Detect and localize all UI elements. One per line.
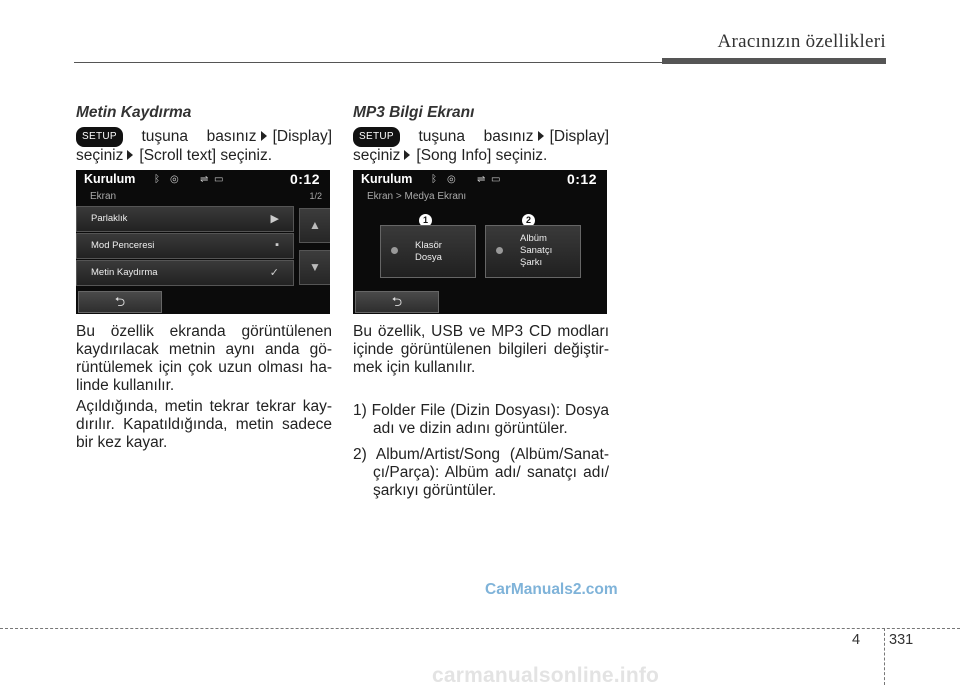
battery-icon: ▭ xyxy=(491,174,501,185)
arrow-right-icon xyxy=(404,150,410,160)
screen-page-indicator: 1/2 xyxy=(309,191,322,201)
footer-url: carmanualsonline.info xyxy=(432,664,660,687)
bluetooth-icon: ᛒ xyxy=(431,174,437,185)
arrow-right-icon xyxy=(127,150,133,160)
list-item: 2) Album/Artist/Song (Albüm/Sanat-çı/Parça): Albüm adı/ sanatçı adı/ şarkıyı görüntüler. xyxy=(353,446,609,499)
screen-title: Kurulum xyxy=(361,172,413,186)
instruction-mp3-info: SETUP tuşuna basınız [Display] seçiniz [Song Info] seçiniz. xyxy=(353,128,609,164)
screen-clock: 0:12 xyxy=(566,171,597,187)
watermark: CarManuals2.com xyxy=(485,581,618,598)
back-button[interactable]: ⮌ xyxy=(355,291,439,313)
screen-subtitle: Ekran xyxy=(90,191,117,202)
setup-key-badge: SETUP xyxy=(353,127,400,147)
play-right-icon: ▶ xyxy=(270,213,279,225)
battery-icon: ▭ xyxy=(214,174,224,185)
back-button[interactable]: ⮌ xyxy=(78,291,162,313)
menu-item-scroll-text[interactable]: Metin Kaydırma ✓ xyxy=(76,260,294,286)
option-album-artist-song[interactable]: Albüm Sanatçı Şarkı xyxy=(485,225,581,278)
bluetooth-icon: ᛒ xyxy=(154,174,160,185)
usb-icon: ⇌ xyxy=(477,174,486,185)
footer-dashed-rule xyxy=(0,628,960,629)
checkmark-icon: ✓ xyxy=(269,267,279,279)
mp3-info-list xyxy=(353,402,609,508)
menu-item-brightness[interactable]: Parlaklık ▶ xyxy=(76,206,294,232)
arrow-right-icon xyxy=(538,131,544,141)
option-folder-file[interactable]: Klasör Dosya xyxy=(380,225,476,278)
phone-icon: ◎ xyxy=(447,174,456,185)
setup-key-badge: SETUP xyxy=(76,127,123,147)
instruction-scroll-text: SETUP tuşuna basınız [Display] seçiniz [Scroll text] seçiniz. xyxy=(76,128,332,164)
callout-number-1: 1 xyxy=(419,214,432,227)
paragraph-mp3-info: Bu özellik, USB ve MP3 CD modları içinde görüntülenen bilgileri değiştir-mek için kullanılır. xyxy=(353,323,609,376)
radio-icon xyxy=(391,247,398,254)
arrow-right-icon xyxy=(261,131,267,141)
section-title-mp3-info: MP3 Bilgi Ekranı xyxy=(353,104,475,121)
header-rule-thick xyxy=(662,58,886,64)
screen-display-setup xyxy=(76,170,330,314)
scroll-down-button[interactable]: ▼ xyxy=(299,250,330,285)
usb-icon: ⇌ xyxy=(200,174,209,185)
scroll-up-button[interactable]: ▲ xyxy=(299,208,330,243)
screen-title: Kurulum xyxy=(84,172,136,186)
footer-dashed-divider xyxy=(884,628,885,685)
section-title-scroll-text: Metin Kaydırma xyxy=(76,104,192,121)
page-number: 331 xyxy=(889,632,914,648)
screen-clock: 0:12 xyxy=(289,171,320,187)
phone-icon: ◎ xyxy=(170,174,179,185)
list-item: 1) Folder File (Dizin Dosyası): Dosya adı ve dizin adını görüntüler. xyxy=(353,402,609,437)
screen-subtitle: Ekran > Medya Ekranı xyxy=(367,191,467,202)
paragraph-scroll-text-2: Açıldığında, metin tekrar tekrar kay-dırılır. Kapatıldığında, metin sadece bir kez kayar. xyxy=(76,398,332,451)
menu-item-mode-window[interactable]: Mod Penceresi ▪ xyxy=(76,233,294,259)
screen-media-display xyxy=(353,170,607,314)
header-rule xyxy=(74,62,662,63)
page-header-title: Aracınızın özellikleri xyxy=(717,31,886,52)
radio-icon xyxy=(496,247,503,254)
chapter-number: 4 xyxy=(852,632,861,648)
paragraph-scroll-text-1: Bu özellik ekranda görüntülenen kaydırılacak metnin aynı anda gö-rüntülemek için çok uzun olması ha-linde kullanılır. xyxy=(76,323,332,394)
callout-number-2: 2 xyxy=(522,214,535,227)
checkbox-icon: ▪ xyxy=(275,239,279,251)
